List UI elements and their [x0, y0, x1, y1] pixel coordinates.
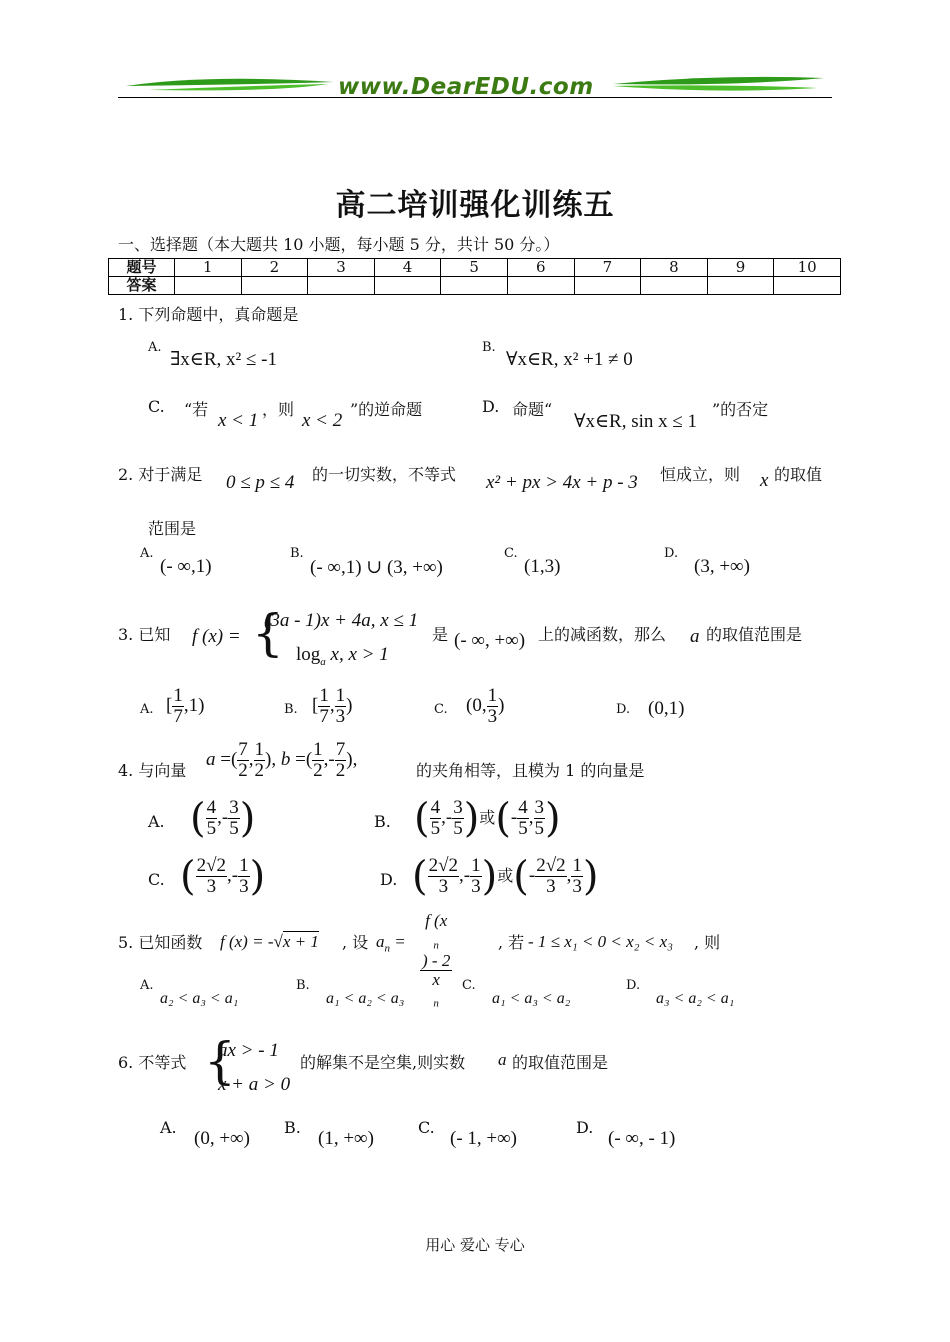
- option-label: C.: [148, 870, 165, 889]
- table-cell: 7: [574, 259, 641, 277]
- option-label: B.: [374, 812, 391, 831]
- option-label: A.: [160, 1118, 177, 1137]
- table-row: [109, 259, 841, 277]
- math-expr: a: [498, 1050, 507, 1069]
- answer-cell: [374, 277, 441, 295]
- question-stem: 恒成立，则: [660, 465, 741, 484]
- question-stem: 上的减函数，那么: [538, 625, 667, 644]
- option-a: (- ∞,1): [160, 556, 212, 577]
- option-b: a₁ < a₂ < a₃: [326, 990, 405, 1007]
- option-label: A.: [140, 978, 154, 993]
- table-cell: 8: [641, 259, 708, 277]
- frac-num: 1: [173, 685, 183, 706]
- option-c: ( $\frac{2√2}{3}$ ,- $\frac{1}{3}$ ): [180, 853, 266, 900]
- option-label: B.: [296, 978, 310, 993]
- option-b: ∀x∈R, x² +1 ≠ 0: [506, 349, 633, 370]
- math-expr: 0 ≤ p ≤ 4: [226, 472, 295, 493]
- option-c-text: “若: [184, 400, 209, 419]
- system-line-2: x + a > 0: [218, 1074, 291, 1095]
- math-expr: (- ∞, +∞): [454, 630, 526, 651]
- question-stem: 的取值范围是: [706, 625, 803, 644]
- left-brace: {: [252, 604, 284, 662]
- math-expr: x² + px > 4x + p - 3: [486, 472, 638, 493]
- option-a: (0, +∞): [194, 1128, 250, 1149]
- frac-num: 1: [335, 685, 346, 706]
- logo-text: www.DearEDU.com: [338, 74, 594, 100]
- option-d: (- ∞, - 1): [608, 1128, 676, 1149]
- question-stem: 的夹角相等，且模为 1 的向量是: [416, 761, 645, 780]
- frac-den: 7: [319, 705, 329, 727]
- answer-table: [108, 258, 841, 295]
- function-expr: f (x) = -√x + 1: [220, 932, 319, 951]
- system-line-1: ax > - 1: [218, 1040, 279, 1061]
- section-heading: 一、选择题（本大题共 10 小题，每小题 5 分，共计 50 分。）: [118, 235, 560, 254]
- frac-den: x: [432, 969, 440, 989]
- question-stem: , 则: [694, 933, 721, 952]
- question-stem: 5. 已知函数: [118, 933, 203, 952]
- or-text: 或: [497, 865, 514, 885]
- option-label: D.: [664, 546, 679, 561]
- question-stem: 3. 已知: [118, 625, 171, 644]
- frac-den: 3: [335, 705, 346, 727]
- option-label: C.: [418, 1118, 435, 1137]
- option-d-text: ”的否定: [712, 400, 769, 419]
- option-c: (1,3): [524, 556, 561, 577]
- option-b: (- ∞,1) ∪ (3, +∞): [310, 557, 443, 578]
- table-cell: 2: [241, 259, 308, 277]
- math-expr: x: [760, 470, 769, 491]
- table-cell: 4: [374, 259, 441, 277]
- question-stem: 范围是: [148, 519, 197, 538]
- frac-den: 7: [173, 705, 183, 727]
- option-label: A.: [140, 702, 154, 717]
- an-fraction: f (x $_n$ ) - 2 x $_n$: [422, 911, 451, 1010]
- question-stem: 的取值: [774, 465, 823, 484]
- option-d: ( $\frac{2√2}{3}$ ,- $\frac{1}{3}$ )或(- $\frac{2√2}{3}$ , $\frac{1}{3}$ ): [412, 853, 599, 900]
- sqrt-arg: x + 1: [282, 932, 319, 951]
- question-stem: 的取值范围是: [512, 1053, 609, 1072]
- option-label: B.: [284, 702, 298, 717]
- option-c: a₁ < a₃ < a₂: [492, 990, 571, 1007]
- a-n: a: [376, 932, 385, 951]
- option-label: D.: [380, 870, 398, 889]
- option-c-math: x < 1: [218, 410, 259, 431]
- question-stem: 4. 与向量: [118, 761, 187, 780]
- option-a: [ $\frac{1}{7}$ ,1): [166, 685, 205, 727]
- frac-den: 3: [487, 705, 498, 727]
- option-c-math: x < 2: [302, 410, 343, 431]
- option-d-text: 命题“: [512, 400, 553, 419]
- option-label: D.: [576, 1118, 594, 1137]
- answer-cell: [574, 277, 641, 295]
- piecewise-case-1: (3a - 1)x + 4a, x ≤ 1: [264, 610, 419, 631]
- option-label: D.: [626, 978, 641, 993]
- option-d: a₃ < a₂ < a₁: [656, 990, 735, 1007]
- question-stem: 的解集不是空集,则实数: [300, 1053, 466, 1072]
- option-c-text: ”的逆命题: [350, 400, 423, 419]
- an-def: $a_n$ =: [376, 932, 406, 955]
- option-label: B.: [482, 340, 496, 355]
- left-brace: {: [204, 1032, 236, 1090]
- math-expr: a: [690, 626, 700, 647]
- frac-num: 1: [487, 685, 498, 706]
- option-label: A.: [148, 812, 165, 831]
- question-stem: 2. 对于满足: [118, 465, 203, 484]
- table-cell: 答案: [109, 277, 175, 295]
- table-cell: 5: [441, 259, 508, 277]
- option-a: ( $\frac{4}{5}$ ,- $\frac{3}{5}$ ): [190, 795, 256, 842]
- question-stem: 是: [432, 625, 449, 644]
- option-d: (0,1): [648, 698, 685, 719]
- option-c-text: ，则: [262, 400, 295, 419]
- option-c: (0, $\frac{1}{3}$ ): [466, 685, 505, 727]
- log-text: log: [296, 644, 321, 665]
- option-label: B.: [290, 546, 304, 561]
- answer-cell: [641, 277, 708, 295]
- table-cell: 1: [175, 259, 242, 277]
- question-stem: , 若: [498, 933, 525, 952]
- header-rule: [118, 97, 832, 98]
- option-b: ( $\frac{4}{5}$ ,- $\frac{3}{5}$ )或(- $\frac{4}{5}$ , $\frac{3}{5}$ ): [414, 795, 561, 842]
- answer-cell: [308, 277, 375, 295]
- table-cell: 10: [774, 259, 841, 277]
- piecewise-case-2: [296, 644, 389, 668]
- or-text: 或: [479, 807, 496, 827]
- frac-num-a: f (x: [425, 911, 448, 930]
- frac-num: 1: [319, 685, 329, 706]
- question-stem: 6. 不等式: [118, 1053, 187, 1072]
- answer-cell: [241, 277, 308, 295]
- option-label: D.: [616, 702, 631, 717]
- vector-expr: a =( $\frac{7}{2}$ , $\frac{1}{2}$ ), b =( $\frac{1}{2}$ ,- $\frac{7}{2}$ ),: [206, 739, 358, 781]
- option-label: B.: [284, 1118, 301, 1137]
- func-lhs: f (x) = -: [220, 932, 274, 951]
- answer-cell: [707, 277, 774, 295]
- option-label: A.: [148, 340, 162, 355]
- option-label: D.: [482, 397, 500, 416]
- answer-cell: [774, 277, 841, 295]
- option-label: C.: [462, 978, 476, 993]
- table-cell: 9: [707, 259, 774, 277]
- table-cell: 6: [507, 259, 574, 277]
- option-label: C.: [434, 702, 448, 717]
- question-stem: 的一切实数，不等式: [312, 465, 457, 484]
- table-cell: 题号: [109, 259, 175, 277]
- option-b: (1, +∞): [318, 1128, 374, 1149]
- answer-cell: [175, 277, 242, 295]
- function-name: f (x) =: [192, 626, 241, 647]
- option-label: A.: [140, 546, 154, 561]
- option-c: (- 1, +∞): [450, 1128, 517, 1149]
- option-d: (3, +∞): [694, 556, 750, 577]
- answer-cell: [507, 277, 574, 295]
- option-a: ∃x∈R, x² ≤ -1: [170, 349, 277, 370]
- page-footer: 用心 爱心 专心: [425, 1236, 525, 1254]
- question-stem: 1. 下列命题中，真命题是: [118, 305, 299, 324]
- question-stem: , 设: [342, 933, 369, 952]
- option-label: C.: [148, 397, 165, 416]
- log-arg: x, x > 1: [325, 644, 389, 665]
- table-row: [109, 277, 841, 295]
- option-label: C.: [504, 546, 518, 561]
- table-cell: 3: [308, 259, 375, 277]
- answer-cell: [441, 277, 508, 295]
- option-b: [ $\frac{1}{7}$ , $\frac{1}{3}$ ): [312, 685, 353, 727]
- frac-num-b: ) - 2: [422, 950, 451, 970]
- option-d-math: ∀x∈R, sin x ≤ 1: [574, 411, 698, 432]
- option-a: a₂ < a₃ < a₁: [160, 990, 239, 1007]
- condition-expr: - 1 ≤ x₁ < 0 < x₂ < x₃: [528, 932, 674, 951]
- log-base: a: [320, 655, 326, 668]
- page-title: 高二培训强化训练五: [335, 188, 615, 223]
